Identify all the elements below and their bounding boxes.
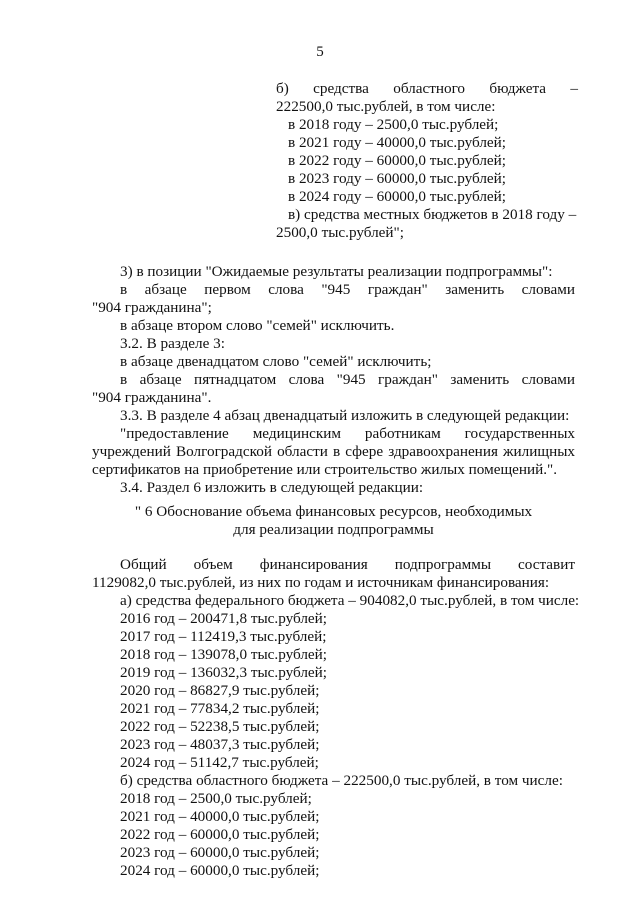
text-line: 2500,0 тыс.рублей"; [276, 224, 404, 241]
text-line: 1129082,0 тыс.рублей, из них по годам и источникам финансирования: [92, 574, 550, 591]
text-line: 2016 год – 200471,8 тыс.рублей; [120, 610, 328, 627]
text-line: в абзаце двенадцатом слово "семей" исключить; [120, 353, 432, 370]
text-line: 2017 год – 112419,3 тыс.рублей; [120, 628, 327, 645]
section-heading: " 6 Обоснование объема финансовых ресурсов, необходимых [134, 503, 533, 520]
text-line: 2018 год – 139078,0 тыс.рублей; [120, 646, 328, 663]
text-line: 222500,0 тыс.рублей, в том числе: [276, 98, 496, 115]
text-line: 2020 год – 86827,9 тыс.рублей; [120, 682, 320, 699]
text-line: 2024 год – 60000,0 тыс.рублей; [120, 862, 320, 879]
text-line: "904 гражданина"; [92, 299, 212, 316]
section-heading: для реализации подпрограммы [233, 521, 434, 538]
text-line: 2022 год – 52238,5 тыс.рублей; [120, 718, 320, 735]
text-line: б) средства областного бюджета – [276, 80, 578, 97]
text-line: 2024 год – 51142,7 тыс.рублей; [120, 754, 319, 771]
text-line: в) средства местных бюджетов в 2018 году – [288, 206, 577, 223]
text-line: в 2024 году – 60000,0 тыс.рублей; [288, 188, 506, 205]
text-line: 2019 год – 136032,3 тыс.рублей; [120, 664, 328, 681]
page-number: 5 [316, 44, 324, 60]
text-line: 2023 год – 48037,3 тыс.рублей; [120, 736, 320, 753]
text-line: Общий объем финансирования подпрограммы составит [120, 556, 575, 573]
text-line: в абзаце втором слово "семей" исключить. [120, 317, 395, 334]
text-line: 3.2. В разделе 3: [120, 335, 225, 352]
text-line: 2023 год – 60000,0 тыс.рублей; [120, 844, 320, 861]
text-line: 2021 год – 77834,2 тыс.рублей; [120, 700, 320, 717]
text-line: в 2023 году – 60000,0 тыс.рублей; [288, 170, 506, 187]
text-line: в 2022 году – 60000,0 тыс.рублей; [288, 152, 506, 169]
text-line: б) средства областного бюджета – 222500,0 тыс.рублей, в том числе: [120, 772, 563, 789]
text-line: "предоставление медицинским работникам государственных [120, 425, 575, 442]
text-line: сертификатов на приобретение или строительство жилых помещений.". [92, 461, 558, 478]
text-line: в 2018 году – 2500,0 тыс.рублей; [288, 116, 499, 133]
text-line: 3.4. Раздел 6 изложить в следующей редакции: [120, 479, 424, 496]
text-line: 2021 год – 40000,0 тыс.рублей; [120, 808, 320, 825]
text-line: а) средства федерального бюджета – 904082,0 тыс.рублей, в том числе: [120, 592, 580, 609]
text-line: учреждений Волгоградской области в сфере здравоохранения жилищных [92, 443, 575, 460]
text-line: в абзаце первом слова "945 граждан" заменить словами [120, 281, 575, 298]
text-line: 3.3. В разделе 4 абзац двенадцатый изложить в следующей редакции: [120, 407, 570, 424]
text-line: 2022 год – 60000,0 тыс.рублей; [120, 826, 320, 843]
text-line: 2018 год – 2500,0 тыс.рублей; [120, 790, 312, 807]
text-line: "904 гражданина". [92, 389, 212, 406]
text-line: в абзаце пятнадцатом слова "945 граждан" заменить словами [120, 371, 575, 388]
text-line: в 2021 году – 40000,0 тыс.рублей; [288, 134, 506, 151]
text-line: 3) в позиции "Ожидаемые результаты реализации подпрограммы": [120, 263, 553, 280]
